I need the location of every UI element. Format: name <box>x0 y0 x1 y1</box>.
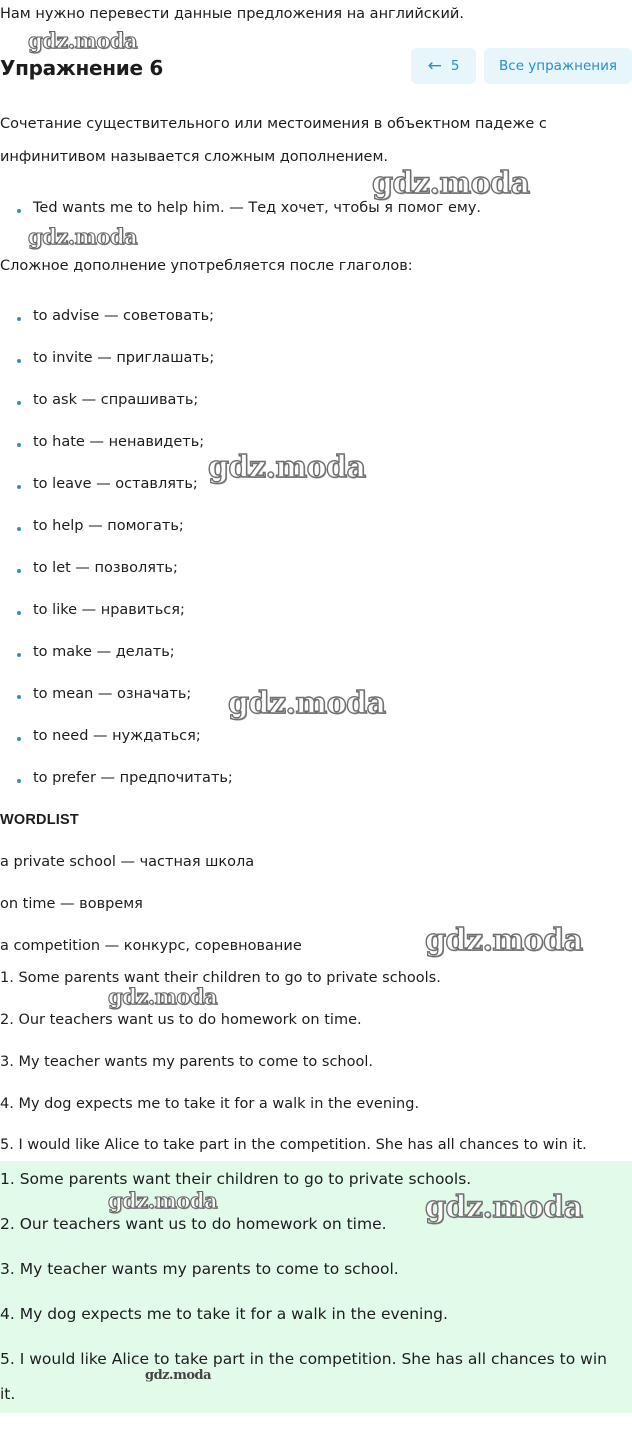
theory-paragraph-line: Сочетание существительного или местоимения в объектном падеже с <box>0 116 547 132</box>
all-exercises-button[interactable] <box>484 48 632 84</box>
sentence-item: 2. Our teachers want us to do homework on time. <box>0 1012 362 1028</box>
bullet-icon <box>17 485 21 489</box>
bullet-icon <box>17 695 21 699</box>
bullet-icon <box>17 527 21 531</box>
wordlist-item: on time — вовремя <box>0 896 143 912</box>
theory-paragraph-line: инфинитивом называется сложным дополнением. <box>0 149 389 165</box>
watermark: gdz.moda <box>425 923 583 958</box>
watermark: gdz.moda <box>425 1190 583 1225</box>
bullet-icon <box>17 401 21 405</box>
arrow-left-icon: ← <box>427 55 442 76</box>
list-item: to ask — спрашивать; <box>33 392 199 408</box>
sentence-item: 4. My dog expects me to take it for a walk in the evening. <box>0 1096 420 1112</box>
answer-line: 5. I would like Alice to take part in the competition. She has all chances to win <box>0 1350 607 1368</box>
page-title: Упражнение 6 <box>0 56 164 80</box>
list-item: to let — позволять; <box>33 560 178 576</box>
intro-text: Нам нужно перевести данные предложения на английский. <box>0 6 464 22</box>
watermark: gdz.moda <box>108 1188 218 1213</box>
watermark: gdz.moda <box>228 686 386 721</box>
list-item: to mean — означать; <box>33 686 192 702</box>
answer-line: it. <box>0 1385 16 1403</box>
list-item: to hate — ненавидеть; <box>33 434 205 450</box>
list-item: to like — нравиться; <box>33 602 185 618</box>
bullet-icon <box>17 209 21 213</box>
list-item: to invite — приглашать; <box>33 350 215 366</box>
all-exercises-label: Все упражнения <box>499 58 617 74</box>
theory-paragraph: Сложное дополнение употребляется после глаголов: <box>0 258 413 274</box>
prev-exercise-button[interactable] <box>411 48 476 84</box>
bullet-icon <box>17 359 21 363</box>
watermark: gdz.moda <box>28 28 138 53</box>
watermark: gdz.moda <box>28 224 138 249</box>
list-item: to leave — оставлять; <box>33 476 198 492</box>
prev-exercise-label: 5 <box>450 58 460 74</box>
list-item: to help — помогать; <box>33 518 184 534</box>
wordlist-heading: WORDLIST <box>0 812 79 828</box>
watermark: gdz.moda <box>372 166 530 201</box>
sentence-item: 1. Some parents want their children to go to private schools. <box>0 970 441 986</box>
example-item: Ted wants me to help him. — Тед хочет, чтобы я помог ему. <box>33 200 482 216</box>
watermark: gdz.moda <box>108 984 218 1009</box>
bullet-icon <box>17 317 21 321</box>
list-item: to need — нуждаться; <box>33 728 201 744</box>
wordlist-item: a competition — конкурс, соревнование <box>0 938 302 954</box>
bullet-icon <box>17 737 21 741</box>
bullet-icon <box>17 779 21 783</box>
answer-line: 3. My teacher wants my parents to come to school. <box>0 1260 399 1278</box>
sentence-item: 3. My teacher wants my parents to come to school. <box>0 1054 374 1070</box>
watermark: gdz.moda <box>208 450 366 485</box>
bullet-icon <box>17 569 21 573</box>
list-item: to advise — советовать; <box>33 308 214 324</box>
sentence-item: 5. I would like Alice to take part in the competition. She has all chances to win it. <box>0 1137 587 1153</box>
bullet-icon <box>17 653 21 657</box>
list-item: to prefer — предпочитать; <box>33 770 233 786</box>
bullet-icon <box>17 443 21 447</box>
list-item: to make — делать; <box>33 644 175 660</box>
answer-line: 4. My dog expects me to take it for a walk in the evening. <box>0 1305 448 1323</box>
wordlist-item: a private school — частная школа <box>0 854 255 870</box>
answer-line: 1. Some parents want their children to go to private schools. <box>0 1170 472 1188</box>
answer-line: 2. Our teachers want us to do homework on time. <box>0 1215 387 1233</box>
bullet-icon <box>17 611 21 615</box>
watermark: gdz.moda <box>145 1368 212 1383</box>
